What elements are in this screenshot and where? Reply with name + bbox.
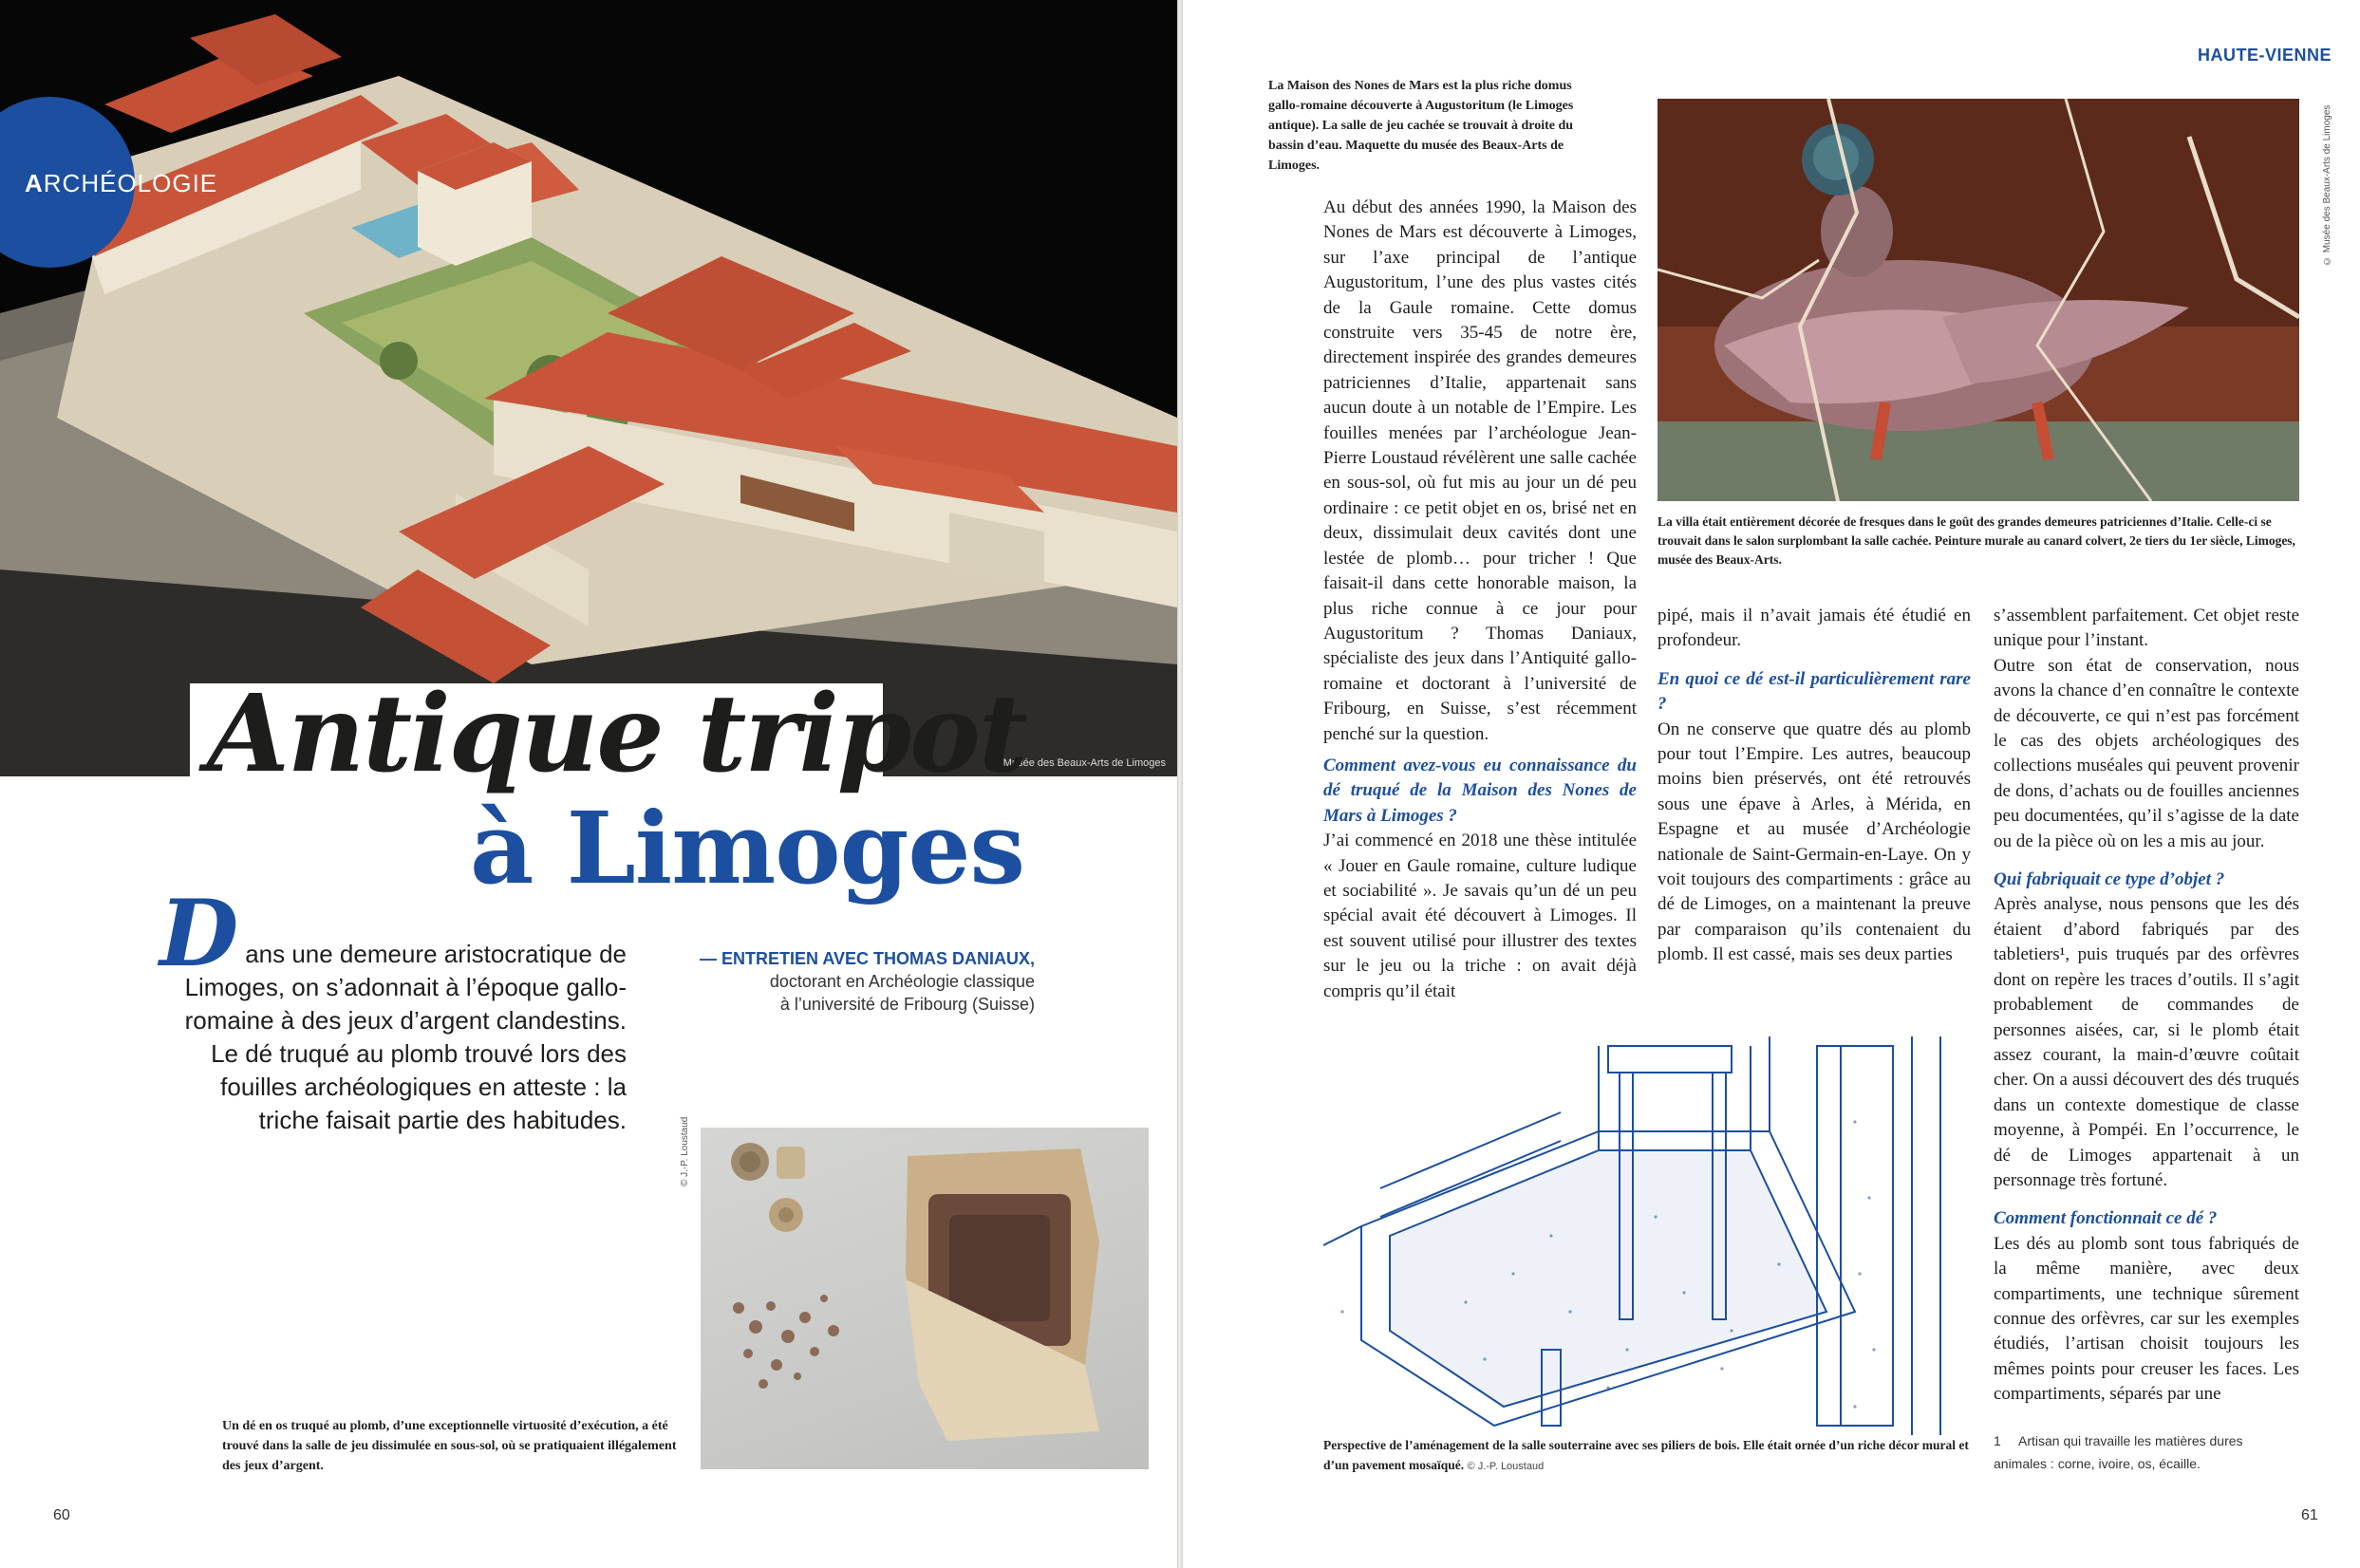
perspective-drawing: [1323, 1027, 1973, 1435]
page-number-right: 61: [2301, 1507, 2318, 1523]
rubric-rest: RCHÉOLOGIE: [43, 169, 218, 197]
answer-1-continued: pipé, mais il n’avait jamais été étudié en profondeur.: [1658, 606, 1971, 651]
page-number-left: 60: [53, 1507, 70, 1523]
footnote-number: 1: [1994, 1433, 2001, 1448]
drawing-caption-text: Perspective de l’aménagement de la salle souterraine avec ses piliers de bois. Elle était ornée d’un riche décor mural et d’un pavement mosaïqué.: [1323, 1438, 1969, 1472]
left-page: [0, 0, 1177, 1568]
interview-credit: [684, 947, 1035, 1016]
rubric-label: [25, 169, 217, 198]
loaded-die-photo: [701, 1128, 1149, 1469]
section-header: HAUTE-VIENNE: [2197, 46, 2332, 65]
intro-paragraph: [1323, 196, 1637, 747]
title-line-2: à Limoges: [470, 790, 1025, 906]
drawing-credit: © J.-P. Loustaud: [1467, 1461, 1545, 1472]
interviewee-role-2: à l’université de Fribourg (Suisse): [779, 995, 1035, 1014]
question-2: En quoi ce dé est-il particulièrement rare ?: [1658, 668, 1971, 715]
rubric-initial: A: [25, 169, 44, 197]
domus-model-photo: [0, 0, 1177, 776]
fresco-photo-credit: © Musée des Beaux-Arts de Limoges: [2322, 104, 2332, 266]
answer-2-continued: s’assemblent parfaitement. Cet objet reste unique pour l’instant.: [1994, 606, 2299, 651]
interviewee: — ENTRETIEN AVEC THOMAS DANIAUX,: [699, 949, 1035, 968]
title-line-1: Antique tripot: [207, 672, 1026, 796]
drawing-caption: [1323, 1435, 1973, 1475]
footnote: [1994, 1429, 2299, 1475]
column-2: [1658, 604, 1971, 968]
answer-2-continued-2: Outre son état de conservation, nous avons la chance d’en connaître le contexte de découverte, ce qui n’est pas forcément le cas des objets archéologiques des collections muséales qui peuvent provenir de dons, d’achats ou de fouilles anciennes peu documentées, qu’il s’agisse de la date ou de la pièce où on les a mis au jour.: [1994, 655, 2299, 851]
intro-text: Au début des années 1990, la Maison des Nones de Mars est découverte à Limoges, sur l’axe principal de l’antique Augustoritum, l’une des plus vastes cités de la Gaule romaine. Cette domus construite vers 35-45 de notre ère, directement inspirée des grandes demeures patriciennes d’Italie, appartenait sans aucun doute à un notable de l’Empire. Les fouilles menées par l’archéologue Jean-Pierre Loustaud révélèrent une salle cachée en sous-sol, où fut mis au jour un dé peu ordinaire : ce petit objet en os, brisé net en deux, dissimulait deux cavités dont une lestée de plomb… pour tricher ! Que faisait-il dans cette honorable maison, la plus riche connue à ce jour pour Augustoritum ? Thomas Daniaux, spécialiste des jeux dans l’Antiquité gallo-romaine et doctorant à l’université de Fribourg, en Suisse, s’est récemment penché sur la question.: [1323, 197, 1637, 744]
interviewee-role-1: doctorant en Archéologie classique: [769, 972, 1035, 991]
question-4: Comment fonctionnait ce dé ?: [1994, 1208, 2218, 1229]
question-3: Qui fabriquait ce type d’objet ?: [1994, 869, 2225, 890]
fresco-caption: La villa était entièrement décorée de fresques dans le goût des grandes demeures patriciennes d’Italie. Celle-ci se trouvait dans le salon surplombant la salle cachée. Peinture murale au canard colvert, 2e tiers du 1er siècle, Limoges, musée des Beaux-Arts.: [1658, 514, 2295, 567]
answer-3: Après analyse, nous pensons que les dés étaient d’abord fabriqués par des tabletiers¹, puis truqués par des orfèvres dont on repère les traces d’outils. Il s’agit probablement de commandes de personnes aisées, car, si le plomb était assez courant, la main-d’œuvre coûtait cher. On a aussi découvert des dés truqués dans un contexte domestique de classe moyenne, à Pompéi. En l’occurrence, le dé de Limoges appartenait à un personnage très fortuné.: [1994, 894, 2299, 1190]
domus-model-illustration: [0, 0, 1177, 776]
fresco-illustration: [1658, 99, 2299, 501]
drop-cap: D: [159, 880, 239, 987]
underground-room-drawing: [1323, 1027, 1973, 1445]
question-1: Comment avez-vous eu connaissance du dé truqué de la Maison des Nones de Mars à Limoges ?: [1323, 756, 1637, 826]
footnote-text: Artisan qui travaille les matières dures animales : corne, ivoire, os, écaille.: [1994, 1433, 2243, 1471]
dice-photo-credit: © J.-P. Loustaud: [680, 1116, 690, 1186]
answer-4: Les dés au plomb sont tous fabriqués de la même manière, avec deux compartiments, une technique sûrement connue des orfèvres, car sur les exemples étudiés, l’artisan choisit toujours les mêmes points pour creuser les faces. Les compartiments, séparés par une: [1994, 1233, 2299, 1405]
right-page: [1183, 0, 2360, 1568]
answer-1: J’ai commencé en 2018 une thèse intitulée « Jouer en Gaule romaine, culture ludique et sociabilité ». Je savais qu’un dé un peu spécial avait été découvert à Limoges. Il est souvent utilisé pour illustrer des textes sur le jeu ou la triche : on avait déjà compris qu’il était: [1323, 831, 1637, 1001]
standfirst: [180, 938, 627, 1137]
model-caption: La Maison des Nones de Mars est la plus riche domus gallo-romaine découverte à Augustoritum (le Limoges antique). La salle de jeu cachée se trouvait à droite du bassin d’eau. Maquette du musée des Beaux-Arts de Limoges.: [1268, 79, 1574, 173]
column-3: [1994, 604, 2299, 1408]
standfirst-text: ans une demeure aristocratique de Limoges, on s’adonnait à l’époque gallo-romaine à des jeux d’argent clandestins. Le dé truqué au plomb trouvé lors des fouilles archéologiques en atteste : la triche faisait partie des habitudes.: [184, 940, 627, 1134]
question-1-block: [1323, 740, 1637, 1004]
loaded-die-illustration: [701, 1128, 1149, 1469]
hero-photo-credit: © Musée des Beaux-Arts de Limoges: [992, 757, 1166, 769]
duck-fresco-photo: [1658, 99, 2299, 501]
die-caption: Un dé en os truqué au plomb, d’une exceptionnelle virtuosité d’exécution, a été trouvé dans la salle de jeu dissimulée en sous-sol, où se pratiquaient illégalement des jeux d’argent.: [222, 1419, 677, 1473]
answer-2: On ne conserve que quatre dés au plomb pour tout l’Empire. Les autres, beaucoup moins bien préservés, ont été retrouvés sous une épave à Arles, à Mérida, en Espagne et au musée d’Archéologie nationale de Saint-Germain-en-Laye. On y voit toujours des compartiments : grâce au dé de Limoges, on a maintenant la preuve par comparaison qu’ils contenaient du plomb. Il est cassé, mais ses deux parties: [1658, 719, 1971, 965]
